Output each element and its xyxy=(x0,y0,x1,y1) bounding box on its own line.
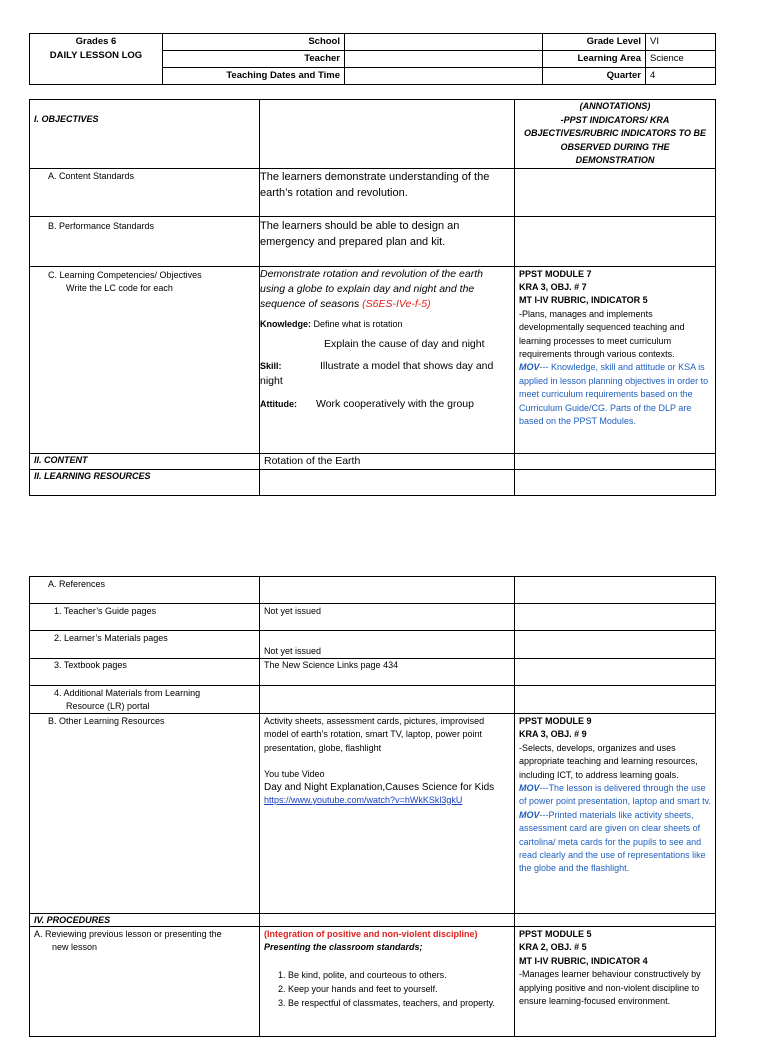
content-standards-ann xyxy=(515,168,716,216)
dates-value[interactable] xyxy=(345,68,543,85)
knowledge-label: Knowledge: xyxy=(260,318,311,329)
lm-label: 2. Learner’s Materials pages xyxy=(30,631,260,659)
ann1-mov-label: MOV xyxy=(519,362,540,373)
standard-item: 1. Be kind, polite, and courteous to others. xyxy=(288,968,510,982)
dates-label: Teaching Dates and Time xyxy=(163,68,345,85)
learning-area-label: Learning Area xyxy=(543,51,646,68)
annotations-heading xyxy=(515,100,716,169)
standard-item: 2. Keep your hands and feet to yourself. xyxy=(288,982,510,996)
knowledge-text: Define what is rotation xyxy=(313,318,403,329)
annotation-line: DEMONSTRATION xyxy=(575,155,655,165)
content-standards-label: A. Content Standards xyxy=(30,168,260,216)
teacher-label: Teacher xyxy=(163,51,345,68)
grades-label: Grades 6 xyxy=(75,36,117,47)
lc-code: (S6ES-IVe-f-5) xyxy=(362,297,431,310)
references-empty xyxy=(260,577,515,604)
performance-standards-label: B. Performance Standards xyxy=(30,216,260,266)
additional-line1: 4. Additional Materials from Learning xyxy=(54,688,201,698)
attitude-text: Work cooperatively with the group xyxy=(316,397,474,410)
tb-ann xyxy=(515,659,716,686)
procedures-empty xyxy=(260,914,515,927)
ann3-title: MT I-IV RUBRIC, INDICATOR 4 xyxy=(519,955,648,966)
ann1-title: PPST MODULE 7 xyxy=(519,268,592,279)
ann3-title: KRA 2, OBJ. # 5 xyxy=(519,942,587,953)
learning-resources-heading: II. LEARNING RESOURCES xyxy=(30,469,260,495)
review-line1: A. Reviewing previous lesson or presenting the xyxy=(34,929,222,939)
youtube-link[interactable]: https://www.youtube.com/watch?v=hWkKSkl3gkU xyxy=(264,794,463,805)
ann2-title: PPST MODULE 9 xyxy=(519,716,592,726)
other-resources-value xyxy=(260,714,515,914)
tg-label: 1. Teacher’s Guide pages xyxy=(30,604,260,631)
content-ann xyxy=(515,453,716,469)
quarter-value: 4 xyxy=(646,68,716,85)
grade-level-label: Grade Level xyxy=(543,34,646,51)
lm-value: Not yet issued xyxy=(260,631,515,659)
ann1-text: -Plans, manages and implements developmentally sequenced teaching and learning processes to meet curriculum requirements through various contexts. xyxy=(519,308,685,359)
ann3-text: -Manages learner behaviour constructively by applying positive and non-violent discipline to ensure learning-focused environment. xyxy=(519,969,701,1007)
header-table xyxy=(29,33,716,85)
other-resources-text: Activity sheets, assessment cards, pictures, improvised model of earth’s rotation, smart TV, laptop, power point presentation, globe, flashlight xyxy=(264,716,485,753)
integration-note: (Integration of positive and non-violent discipline) xyxy=(264,929,478,939)
annotation-line: OBSERVED DURING THE xyxy=(560,141,670,152)
dll-label: DAILY LESSON LOG xyxy=(49,50,143,61)
tg-value: Not yet issued xyxy=(260,604,515,631)
additional-ann xyxy=(515,686,716,714)
standards-list xyxy=(264,968,510,1010)
learning-competencies-text xyxy=(260,266,515,453)
procedures-ann xyxy=(515,914,716,927)
lc-objective: Demonstrate rotation and revolution of the earth using a globe to explain day and night and the sequence of seasons xyxy=(260,267,483,310)
ann1-title: KRA 3, OBJ. # 7 xyxy=(519,281,587,292)
annotation-line: OBJECTIVES/RUBRIC INDICATORS TO BE xyxy=(523,128,707,138)
youtube-title: Day and Night Explanation,Causes Science for Kids xyxy=(264,781,495,793)
resources-table xyxy=(29,576,716,1037)
annotation-line: -PPST INDICATORS/ KRA xyxy=(560,114,670,125)
grade-title-cell xyxy=(30,34,163,85)
ann2-title: KRA 3, OBJ. # 9 xyxy=(519,729,587,740)
performance-standards-text: The learners should be able to design an emergency and prepared plan and kit. xyxy=(260,216,515,266)
review-lesson-label xyxy=(30,927,260,1037)
skill-text: Illustrate a model that shows day and night xyxy=(260,359,494,387)
ann2-mov2-label: MOV xyxy=(519,809,540,820)
ann2-mov1: ---The lesson is delivered through the use of power point presentation, laptop and smart tv. xyxy=(519,783,711,807)
standard-item: 3. Be respectful of classmates, teachers, and property. xyxy=(288,996,510,1010)
annotation-line: (ANNOTATIONS) xyxy=(579,101,651,111)
learning-resources-ann xyxy=(515,469,716,495)
lc-label-line1: C. Learning Competencies/ Objectives xyxy=(48,269,202,280)
additional-value xyxy=(260,686,515,714)
ann1-mov: --- Knowledge, skill and attitude or KSA is applied in lesson planning objectives in order to meet curriculum requirements based on the Curriculum Guide/CG. Parts of the DLP are based on the PPST Modules. xyxy=(519,362,709,426)
knowledge-text-2: Explain the cause of day and night xyxy=(324,337,485,350)
ann3-title: PPST MODULE 5 xyxy=(519,929,592,939)
skill-label: Skill: xyxy=(260,360,282,371)
presenting-standards: Presenting the classroom standards; xyxy=(264,942,423,952)
objectives-empty xyxy=(260,100,515,169)
performance-standards-ann xyxy=(515,216,716,266)
tb-label: 3. Textbook pages xyxy=(30,659,260,686)
review-lesson-content xyxy=(260,927,515,1037)
procedures-heading: IV. PROCEDURES xyxy=(30,914,260,927)
school-label: School xyxy=(163,34,345,51)
teacher-value[interactable] xyxy=(345,51,543,68)
learning-competencies-label xyxy=(30,266,260,453)
attitude-label: Attitude: xyxy=(260,398,297,409)
quarter-label: Quarter xyxy=(543,68,646,85)
lm-ann xyxy=(515,631,716,659)
ann2-mov1-label: MOV xyxy=(519,783,540,794)
review-line2: new lesson xyxy=(52,942,98,952)
objectives-heading: I. OBJECTIVES xyxy=(30,100,260,169)
lc-label-line2: Write the LC code for each xyxy=(66,282,173,293)
review-annotation xyxy=(515,927,716,1037)
tg-ann xyxy=(515,604,716,631)
ann2-mov2: ---Printed materials like activity sheets, assessment card are given on clear sheets of cartolina/ meta cards for the pupils to see and read clearly and the use of representations like the globe and the flashlight. xyxy=(519,809,706,874)
lc-annotation xyxy=(515,266,716,453)
references-label: A. References xyxy=(30,577,260,604)
tb-value: The New Science Links page 434 xyxy=(260,659,515,686)
ann1-title: MT I-IV RUBRIC, INDICATOR 5 xyxy=(519,295,648,306)
objectives-table xyxy=(29,99,716,496)
grade-level-value: VI xyxy=(646,34,716,51)
ann2-text: -Selects, develops, organizes and uses appropriate teaching and learning resources, including ICT, to address learning goals. xyxy=(519,742,698,780)
additional-materials-label xyxy=(30,686,260,714)
content-value: Rotation of the Earth xyxy=(260,453,515,469)
learning-resources-empty xyxy=(260,469,515,495)
additional-line2: Resource (LR) portal xyxy=(66,701,150,711)
other-resources-label: B. Other Learning Resources xyxy=(30,714,260,914)
school-value[interactable] xyxy=(345,34,543,51)
youtube-label: You tube Video xyxy=(264,769,325,780)
references-ann xyxy=(515,577,716,604)
content-standards-text: The learners demonstrate understanding of the earth’s rotation and revolution. xyxy=(260,168,515,216)
learning-area-value: Science xyxy=(646,51,716,68)
content-heading: II. CONTENT xyxy=(30,453,260,469)
resources-annotation xyxy=(515,714,716,914)
